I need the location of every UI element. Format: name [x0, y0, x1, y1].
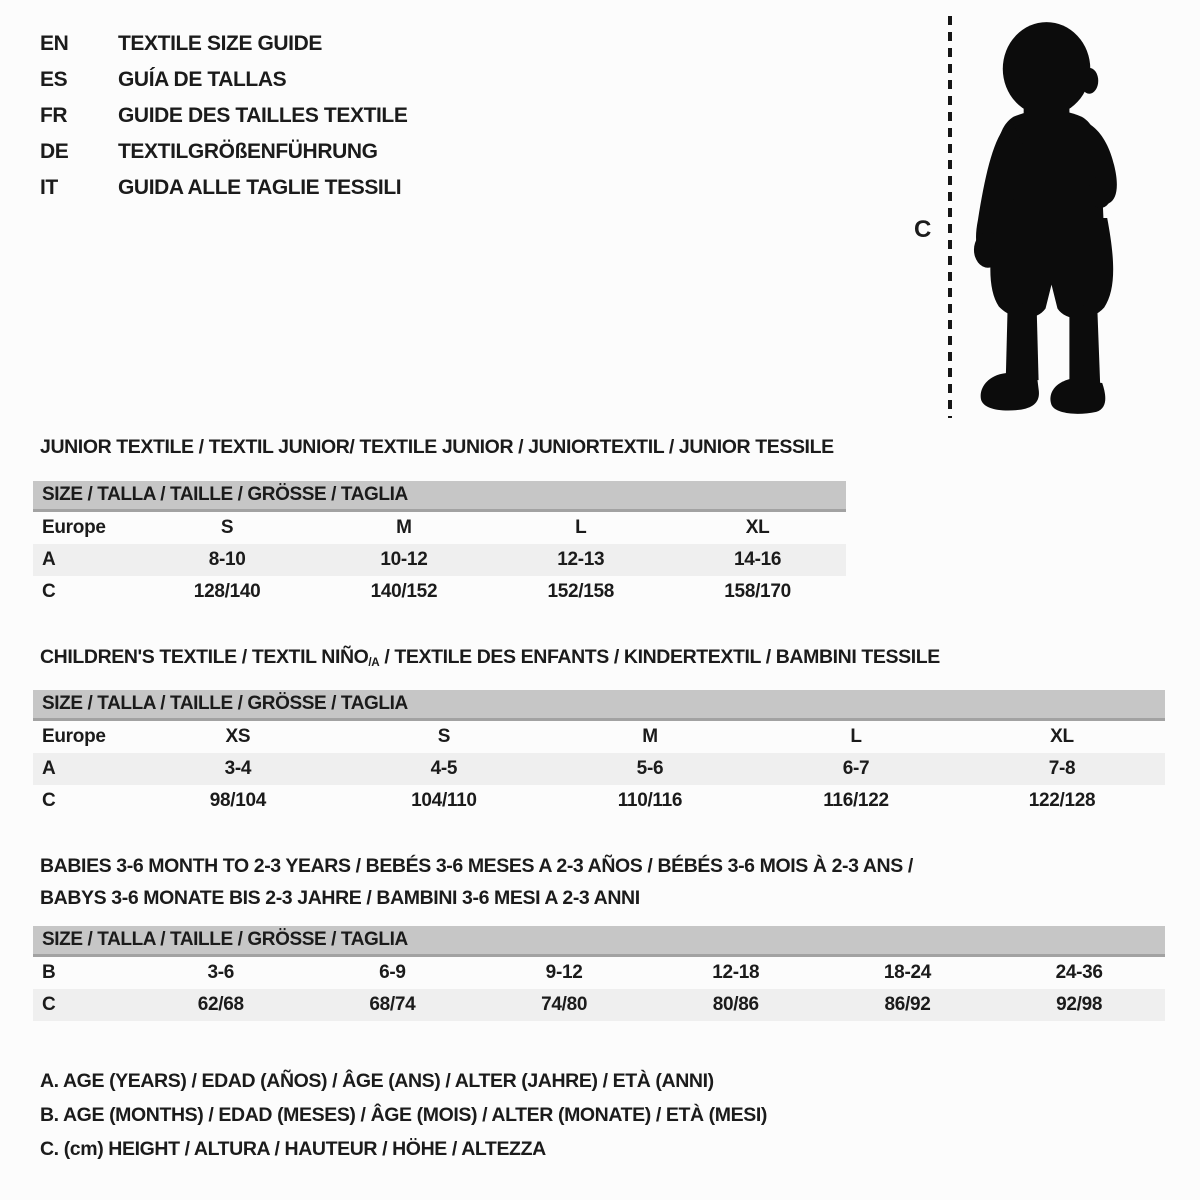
language-header [40, 26, 407, 206]
row-label-cell: Europe [42, 726, 106, 747]
table-row [33, 544, 846, 576]
table-cell: 104/110 [411, 790, 477, 811]
title-text: CHILDREN'S TEXTILE / TEXTIL NIÑO [40, 646, 369, 668]
table-cell: 3-6 [207, 962, 234, 983]
table-cell: 140/152 [370, 581, 438, 602]
table-cell: 9-12 [545, 962, 583, 983]
table-cell: 92/98 [1056, 994, 1103, 1015]
lang-label: GUIDE DES TAILLES TEXTILE [118, 104, 408, 127]
legend-age-years: A. AGE (YEARS) / EDAD (AÑOS) / ÂGE (ANS) / ALTER (JAHRE) / ETÀ (ANNI) [40, 1070, 714, 1092]
table-cell: 10-12 [380, 549, 428, 570]
lang-code: EN [40, 32, 69, 55]
table-rows [33, 512, 846, 608]
table-cell: 98/104 [209, 790, 267, 811]
table-cell: L [850, 726, 862, 747]
table-cell: 3-4 [224, 758, 252, 779]
babies-size-table [33, 926, 1165, 1021]
lang-label: TEXTILGRÖßENFÜHRUNG [118, 140, 378, 163]
table-cell: XS [225, 726, 251, 747]
lang-code: DE [40, 140, 69, 163]
height-measure-label: C [914, 216, 932, 243]
table-row [33, 957, 1165, 989]
table-cell: XL [745, 517, 770, 538]
title-text: / TEXTILE DES ENFANTS / KINDERTEXTIL / BAMBINI TESSILE [379, 646, 940, 668]
lang-code: ES [40, 68, 68, 91]
table-cell: S [220, 517, 234, 538]
lang-label: GUÍA DE TALLAS [118, 68, 287, 91]
lang-row-fr [40, 98, 407, 134]
table-cell: 18-24 [883, 962, 932, 983]
table-cell: 86/92 [884, 994, 931, 1015]
table-cell: 4-5 [430, 758, 458, 779]
junior-size-table [33, 481, 846, 608]
table-cell: S [437, 726, 451, 747]
row-label-cell: C [42, 994, 56, 1015]
lang-label: GUIDA ALLE TAGLIE TESSILI [118, 176, 402, 199]
lang-row-de [40, 134, 407, 170]
lang-row-en [40, 26, 407, 62]
table-cell: 62/68 [197, 994, 244, 1015]
lang-label: TEXTILE SIZE GUIDE [118, 32, 322, 55]
table-cell: 158/170 [724, 581, 791, 602]
toddler-silhouette-icon [966, 14, 1140, 422]
table-cell: 128/140 [193, 581, 261, 602]
table-cell: 122/128 [1028, 790, 1096, 811]
table-cell: 8-10 [208, 549, 246, 570]
table-cell: M [396, 517, 412, 538]
table-cell: 152/158 [547, 581, 615, 602]
table-cell: 14-16 [734, 549, 782, 570]
table-row [33, 753, 1165, 785]
table-cell: 7-8 [1048, 758, 1076, 779]
table-cell: 116/122 [823, 790, 889, 811]
table-cell: 6-7 [842, 758, 870, 779]
table-cell: 110/116 [617, 790, 683, 811]
table-cell: L [575, 517, 587, 538]
lang-code: IT [40, 176, 58, 199]
table-row [33, 785, 1165, 817]
table-row [33, 576, 846, 608]
legend-age-months: B. AGE (MONTHS) / EDAD (MESES) / ÂGE (MOIS) / ALTER (MONATE) / ETÀ (MESI) [40, 1104, 767, 1126]
section-title-children [40, 646, 940, 669]
table-rows [33, 957, 1165, 1021]
table-cell: 6-9 [379, 962, 406, 983]
section-title-babies-line1: BABIES 3-6 MONTH TO 2-3 YEARS / BEBÉS 3-6 MESES A 2-3 AÑOS / BÉBÉS 3-6 MOIS À 2-3 ANS / [40, 855, 913, 877]
title-subscript: /A [368, 656, 380, 669]
size-header-bar: SIZE / TALLA / TAILLE / GRÖSSE / TAGLIA [33, 690, 1165, 721]
table-cell: 80/86 [712, 994, 759, 1015]
table-cell: 12-13 [557, 549, 605, 570]
lang-code: FR [40, 104, 68, 127]
table-cell: M [642, 726, 658, 747]
table-cell: 68/74 [369, 994, 416, 1015]
table-row [33, 512, 846, 544]
lang-row-es [40, 62, 407, 98]
table-cell: XL [1050, 726, 1074, 747]
height-measure-dashed-line [946, 16, 954, 418]
children-size-table [33, 690, 1165, 817]
row-label-cell: C [42, 581, 56, 602]
table-rows [33, 721, 1165, 817]
row-label-cell: Europe [42, 517, 106, 538]
table-cell: 74/80 [541, 994, 588, 1015]
size-header-bar: SIZE / TALLA / TAILLE / GRÖSSE / TAGLIA [33, 481, 846, 512]
row-label-cell: A [42, 758, 56, 779]
lang-row-it [40, 170, 407, 206]
table-row [33, 721, 1165, 753]
legend-height-cm: C. (cm) HEIGHT / ALTURA / HAUTEUR / HÖHE / ALTEZZA [40, 1138, 546, 1160]
table-cell: 24-36 [1055, 962, 1103, 983]
row-label-cell: B [42, 962, 56, 983]
table-cell: 12-18 [712, 962, 760, 983]
table-row [33, 989, 1165, 1021]
row-label-cell: A [42, 549, 56, 570]
section-title-babies-line2: BABYS 3-6 MONATE BIS 2-3 JAHRE / BAMBINI 3-6 MESI A 2-3 ANNI [40, 887, 640, 909]
section-title-junior: JUNIOR TEXTILE / TEXTIL JUNIOR/ TEXTILE JUNIOR / JUNIORTEXTIL / JUNIOR TESSILE [40, 436, 834, 458]
row-label-cell: C [42, 790, 56, 811]
table-cell: 5-6 [636, 758, 664, 779]
size-header-bar: SIZE / TALLA / TAILLE / GRÖSSE / TAGLIA [33, 926, 1165, 957]
